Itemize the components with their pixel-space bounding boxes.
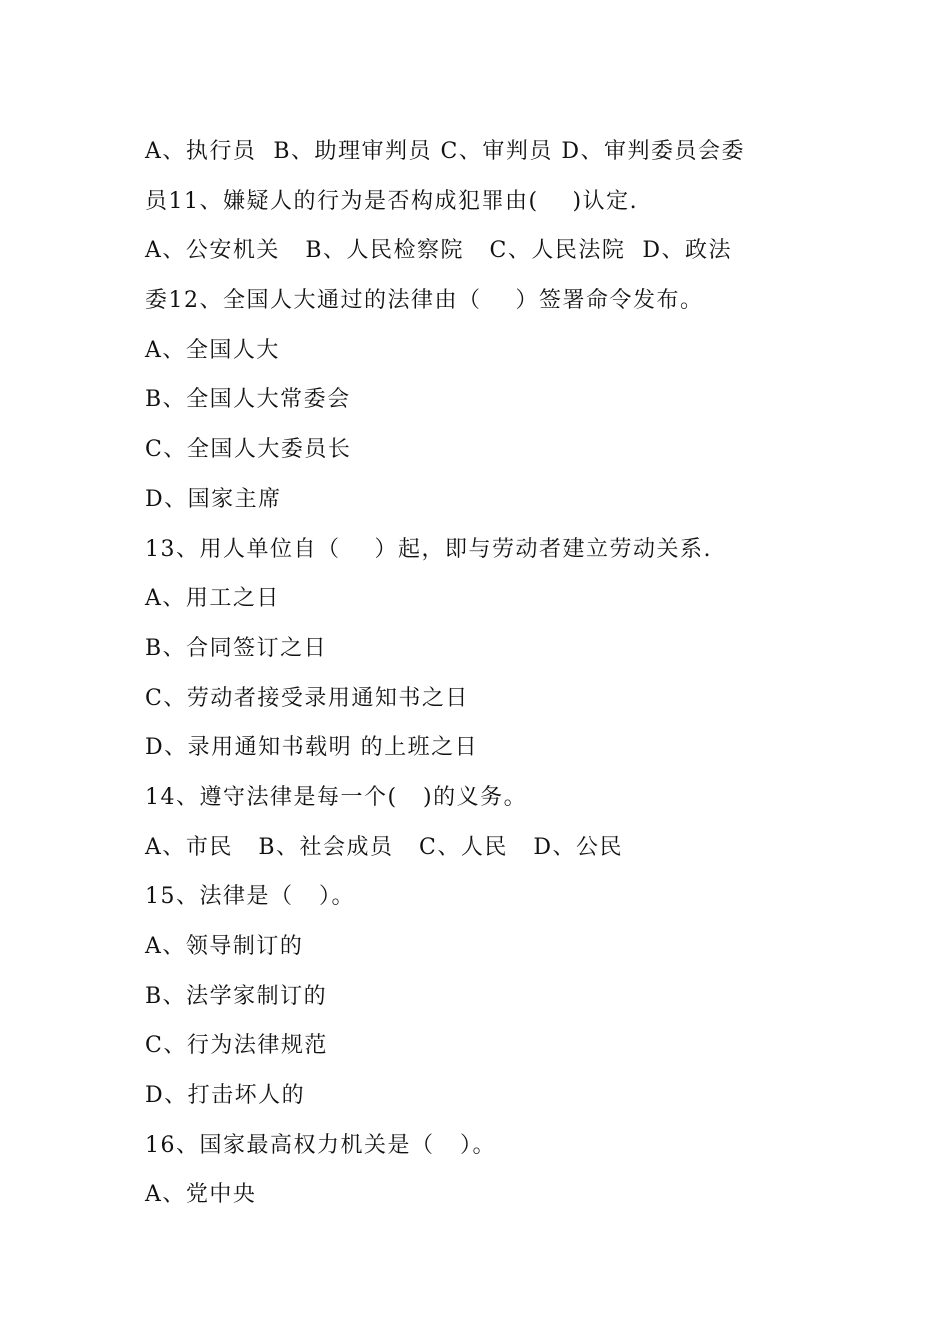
text-line: 16、国家最高权力机关是（ ）。 xyxy=(145,1132,496,1158)
text-line: A、全国人大 xyxy=(145,337,280,363)
text-line: D、打击坏人的 xyxy=(145,1083,306,1109)
text-line: B、全国人大常委会 xyxy=(145,387,351,413)
text-line: D、录用通知书载明 的上班之日 xyxy=(145,735,479,761)
text-line: 委12、全国人大通过的法律由（ ）签署命令发布。 xyxy=(145,288,704,314)
text-line: 15、法律是（ ）。 xyxy=(145,884,355,910)
text-line: C、行为法律规范 xyxy=(145,1033,328,1059)
document-body xyxy=(145,127,815,1220)
text-line: A、市民 B、社会成员 C、人民 D、公民 xyxy=(145,834,623,860)
text-line: A、用工之日 xyxy=(145,586,280,612)
text-line: A、领导制订的 xyxy=(145,934,304,959)
text-line: A、执行员 B、助理审判员 C、审判员 D、审判委员会委 xyxy=(145,139,746,164)
text-line: C、劳动者接受录用通知书之日 xyxy=(145,685,469,711)
text-line: B、法学家制订的 xyxy=(145,983,328,1009)
text-line: 13、用人单位自（ ）起，即与劳动者建立劳动关系. xyxy=(145,536,712,562)
text-line: A、公安机关 B、人民检察院 C、人民法院 D、政法 xyxy=(145,238,732,264)
text-line: 员11、嫌疑人的行为是否构成犯罪由( )认定. xyxy=(145,188,639,214)
text-line: C、全国人大委员长 xyxy=(145,437,352,463)
text-line: A、党中央 xyxy=(145,1182,257,1208)
text-line: 14、遵守法律是每一个( )的义务。 xyxy=(145,784,528,810)
text-line: B、合同签订之日 xyxy=(145,635,328,661)
text-line: D、国家主席 xyxy=(145,486,282,512)
